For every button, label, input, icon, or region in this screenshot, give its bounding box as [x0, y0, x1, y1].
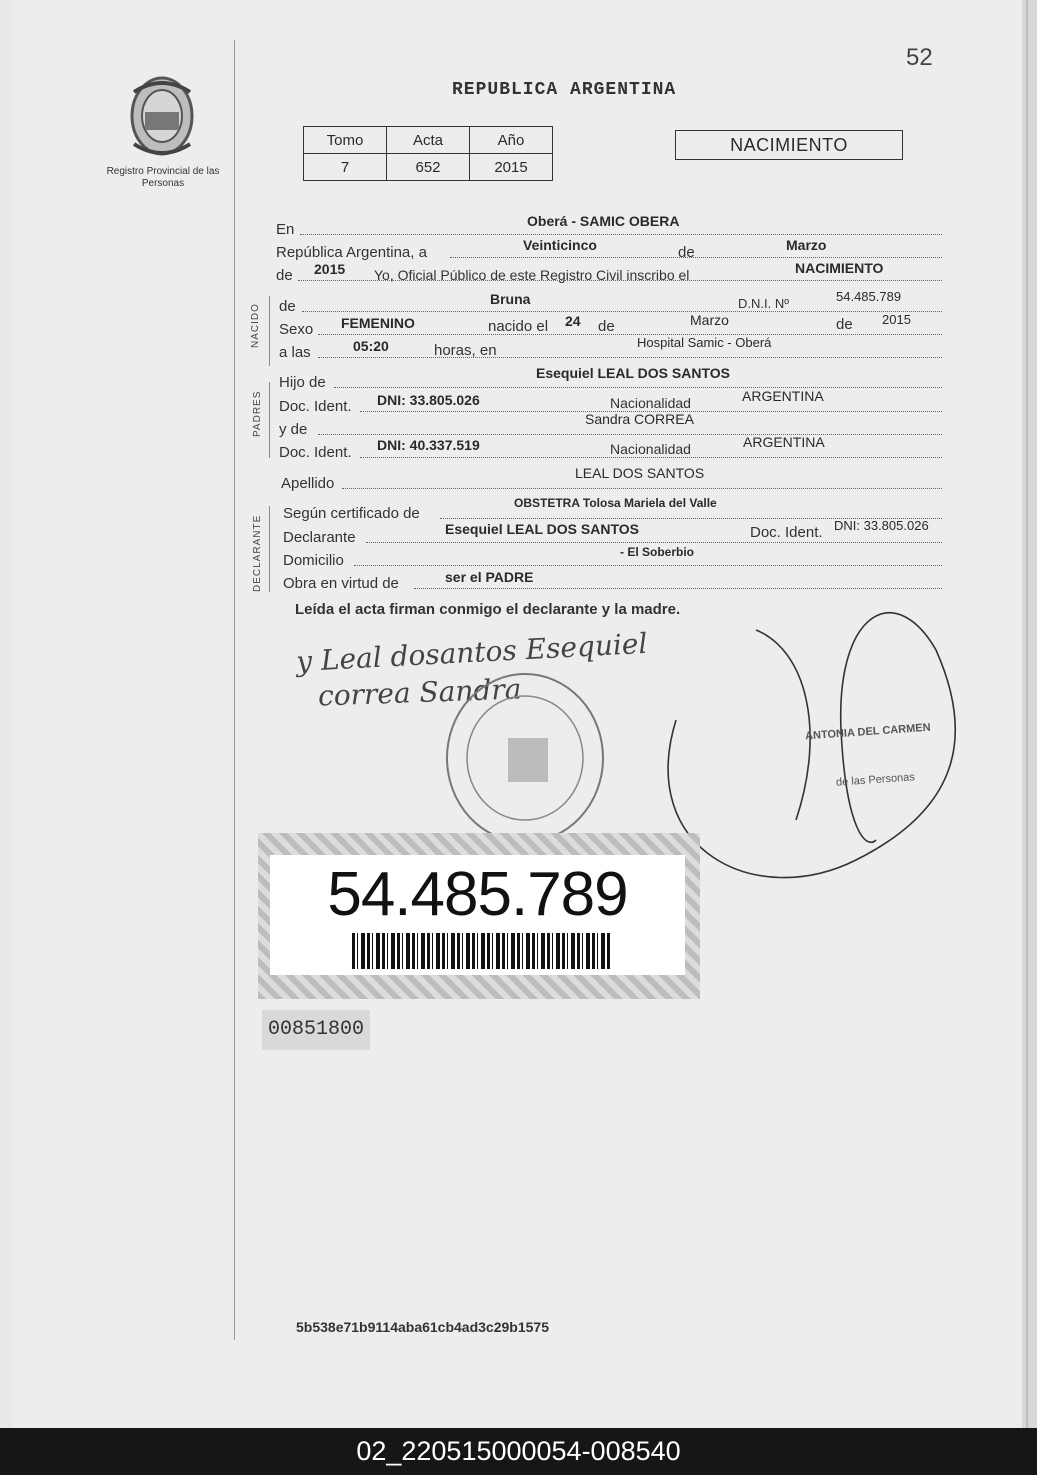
header-anio: Año	[470, 127, 553, 154]
record-type-box: NACIMIENTO	[675, 130, 903, 160]
value-acta: 652	[387, 154, 470, 181]
side-label-padres: PADRES	[252, 390, 263, 437]
label-yo-oficial: Yo, Oficial Público de este Registro Civil inscribo el	[374, 267, 690, 283]
value-sexo: FEMENINO	[341, 315, 415, 331]
label-de-anio2: de	[836, 316, 853, 333]
margin-line	[234, 40, 235, 1340]
document-title: REPUBLICA ARGENTINA	[452, 80, 677, 100]
value-lugar-nac: Hospital Samic - Oberá	[637, 335, 772, 350]
label-sexo: Sexo	[279, 321, 314, 338]
value-madre-doc: DNI: 40.337.519	[377, 437, 480, 453]
dotted-line	[342, 488, 942, 489]
value-dia-nac: 24	[565, 313, 581, 329]
label-republica: República Argentina, a	[276, 244, 427, 261]
side-label-nacido: NACIDO	[250, 303, 261, 348]
document-hash: 5b538e71b9114aba61cb4ad3c29b1575	[296, 1319, 549, 1335]
dotted-line	[414, 588, 942, 589]
header-acta: Acta	[387, 127, 470, 154]
side-label-declarante: DECLARANTE	[252, 514, 263, 592]
value-anio: 2015	[470, 154, 553, 181]
dotted-line	[318, 357, 942, 358]
dni-badge-inner	[270, 855, 685, 975]
label-de-mes: de	[678, 244, 695, 261]
value-hora: 05:20	[353, 338, 389, 354]
dotted-line	[318, 334, 942, 335]
label-nacido-el: nacido el	[488, 318, 549, 335]
label-doc-ident3: Doc. Ident.	[750, 524, 823, 541]
label-a-las: a las	[279, 344, 311, 361]
header-tomo: Tomo	[304, 127, 387, 154]
value-obra: ser el PADRE	[445, 569, 534, 585]
value-padre: Esequiel LEAL DOS SANTOS	[536, 365, 730, 381]
official-stamp-sub: de las Personas	[835, 771, 916, 789]
label-nacionalidad: Nacionalidad	[610, 395, 691, 411]
dotted-line	[450, 257, 942, 258]
label-de-dia: de	[598, 318, 615, 335]
page-edge	[1022, 0, 1037, 1428]
value-nombre: Bruna	[490, 291, 531, 307]
bracket-nacido	[269, 296, 270, 366]
value-declarante: Esequiel LEAL DOS SANTOS	[445, 521, 639, 537]
dni-number: 54.485.789	[327, 860, 628, 929]
value-apellido: LEAL DOS SANTOS	[575, 465, 705, 481]
mother-signature: correa Sandra	[317, 672, 522, 713]
dotted-line	[354, 565, 942, 566]
dotted-line	[334, 387, 942, 388]
page-number: 52	[906, 44, 933, 71]
value-tomo: 7	[304, 154, 387, 181]
bracket-padres	[269, 382, 270, 458]
barcode-icon	[352, 933, 612, 969]
label-doc-ident: Doc. Ident.	[279, 398, 352, 415]
dni-badge	[258, 833, 700, 999]
dotted-line	[360, 457, 942, 458]
serial-number: 00851800	[262, 1010, 370, 1050]
label-de-anio: de	[276, 267, 293, 284]
label-declarante: Declarante	[283, 529, 356, 546]
value-padre-nac: ARGENTINA	[742, 388, 824, 404]
record-table	[303, 126, 553, 181]
value-madre: Sandra CORREA	[585, 411, 694, 427]
label-domicilio: Domicilio	[283, 552, 344, 569]
province-seal-icon	[120, 72, 205, 164]
value-dia-letras: Veinticinco	[523, 237, 597, 253]
registry-label: Registro Provincial de las Personas	[106, 166, 220, 189]
official-stamp-name: ANTONIA DEL CARMEN	[804, 721, 931, 743]
value-mes-nac: Marzo	[690, 312, 729, 328]
round-stamp-icon	[440, 668, 610, 848]
label-obra: Obra en virtud de	[283, 575, 399, 592]
value-lugar: Oberá - SAMIC OBERA	[527, 213, 680, 229]
value-tipo: NACIMIENTO	[795, 260, 884, 276]
label-en: En	[276, 221, 295, 238]
father-signature: y Leal dosantos Esequiel	[295, 626, 649, 679]
label-hijo-de: Hijo de	[279, 374, 326, 391]
closing-statement: Leída el acta firman conmigo el declarante y la madre.	[295, 601, 681, 618]
value-certificado: OBSTETRA Tolosa Mariela del Valle	[514, 496, 717, 510]
label-de-nombre: de	[279, 298, 296, 315]
value-anio-nac: 2015	[882, 312, 911, 327]
value-madre-nac: ARGENTINA	[743, 434, 825, 450]
bracket-declarante	[269, 506, 270, 592]
label-dni: D.N.I. Nº	[738, 296, 789, 311]
label-nacionalidad2: Nacionalidad	[610, 441, 691, 457]
value-dni: 54.485.789	[836, 289, 902, 304]
value-anio: 2015	[314, 261, 346, 277]
label-apellido: Apellido	[281, 475, 335, 492]
value-domicilio: - El Soberbio	[620, 545, 695, 559]
dotted-line	[366, 542, 942, 543]
label-y-de: y de	[279, 421, 308, 438]
dotted-line	[300, 234, 942, 235]
value-mes: Marzo	[786, 237, 827, 253]
label-doc-ident2: Doc. Ident.	[279, 444, 352, 461]
value-padre-doc: DNI: 33.805.026	[377, 392, 480, 408]
footer-code: 02_220515000054-008540	[0, 1428, 1037, 1475]
dotted-line	[318, 434, 942, 435]
dotted-line	[302, 311, 942, 312]
label-segun: Según certificado de	[283, 505, 420, 522]
label-horas-en: horas, en	[434, 342, 497, 359]
value-declarante-doc: DNI: 33.805.026	[834, 518, 929, 533]
